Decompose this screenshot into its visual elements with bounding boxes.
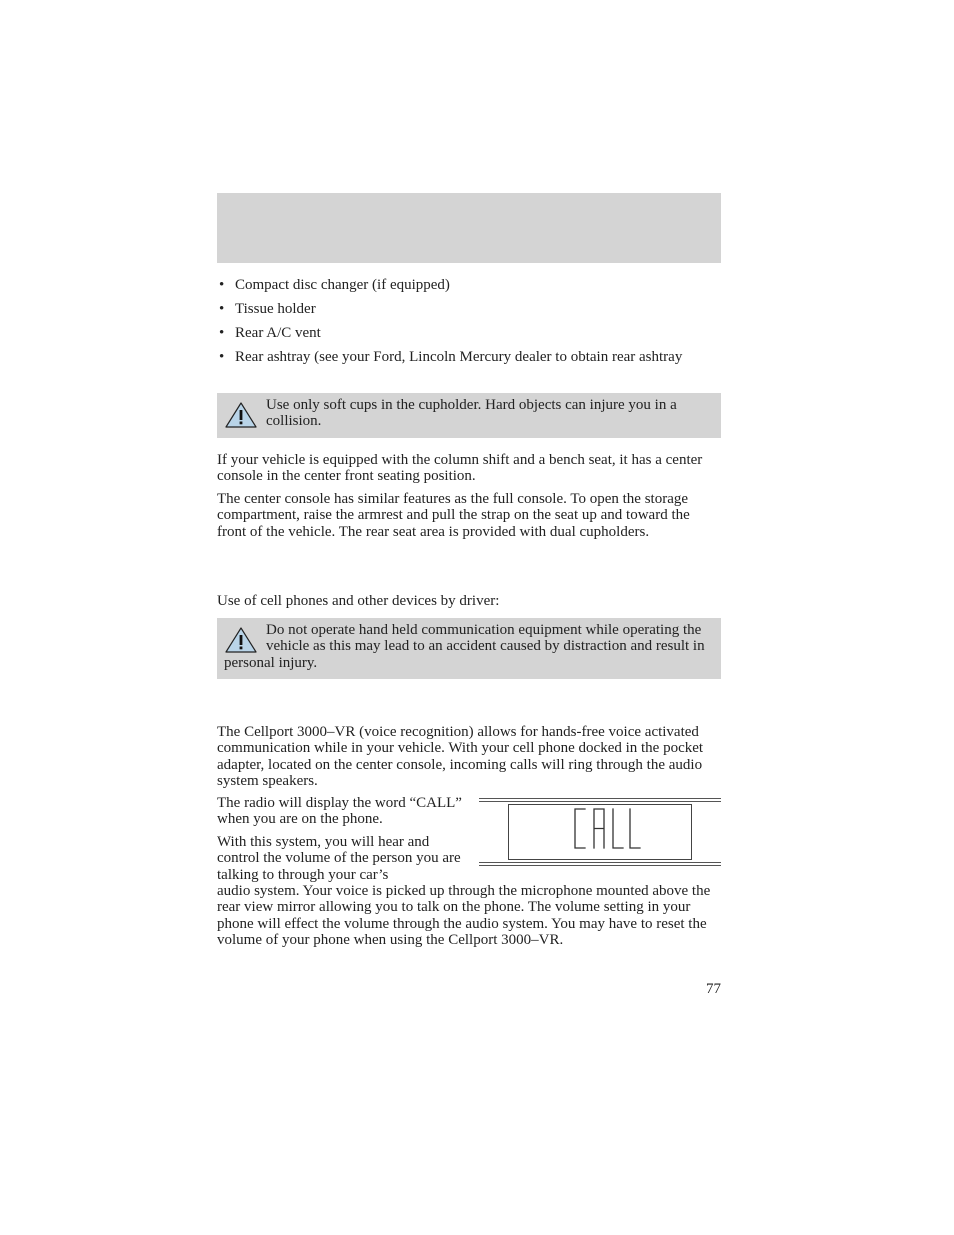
paragraph-volume-continued: audio system. Your voice is picked up through the microphone mounted above the rear view mirror allowing you to talk on the phone. The volume setting in your phone will effect the volume through the audio system. You may have to reset the volume of your phone when using the Cellport 3000–VR. [217,883,711,949]
figure-rule-bottom [479,865,721,866]
figure-rule-top [479,798,721,799]
bullet-list [217,277,721,373]
list-item [217,325,721,341]
list-item [217,301,721,317]
paragraph-radio-display: The radio will display the word “CALL” when you are on the phone. [217,795,462,828]
radio-display [508,804,692,860]
paragraph-center-console: The center console has similar features as the full console. To open the storage compartment, raise the armrest and pull the strap on the seat up and toward the front of the vehicle. The rear seat area is provided with dual cupholders. [217,491,690,540]
cupholder-warning [217,393,721,438]
paragraph-bench-seat: If your vehicle is equipped with the column shift and a bench seat, it has a center console in the center front seating position. [217,452,703,485]
bullet-dot: • [219,301,225,317]
list-item-text: Rear A/C vent [235,325,321,341]
paragraph-volume-narrow: With this system, you will hear and control the volume of the person you are talking to through your car’s [217,834,461,883]
warning-triangle-icon [224,626,258,654]
page-number: 77 [706,981,721,997]
warning-text: Do not operate hand held communication equipment while operating the vehicle as this may lead to an accident caused by distraction and result in personal injury. [224,622,705,671]
warning-text: Use only soft cups in the cupholder. Hard objects can injure you in a collision. [266,397,677,430]
bullet-dot: • [219,277,225,293]
list-item-text: Compact disc changer (if equipped) [235,277,450,293]
figure-rule-bottom [479,862,721,863]
figure-rule-top [479,801,721,802]
display-text: CALL [509,805,512,806]
warning-triangle-icon [224,401,258,429]
bullet-dot: • [219,325,225,341]
list-item [217,277,721,293]
list-item-text: Rear ashtray (see your Ford, Lincoln Mercury dealer to obtain rear ashtray [235,349,683,365]
paragraph-cellport: The Cellport 3000–VR (voice recognition) allows for hands-free voice activated communication while in your vehicle. With your cell phone docked in the pocket adapter, located on the center console, incoming calls will ring through the audio system speakers. [217,724,704,790]
bullet-dot: • [219,349,225,365]
paragraph-cell-phones: Use of cell phones and other devices by driver: [217,593,500,609]
call-segment-display [509,805,691,859]
header-band [217,193,721,263]
radio-display-figure [479,798,721,866]
list-item-text: Tissue holder [235,301,316,317]
list-item [217,349,721,365]
cell-phone-warning [217,618,721,679]
